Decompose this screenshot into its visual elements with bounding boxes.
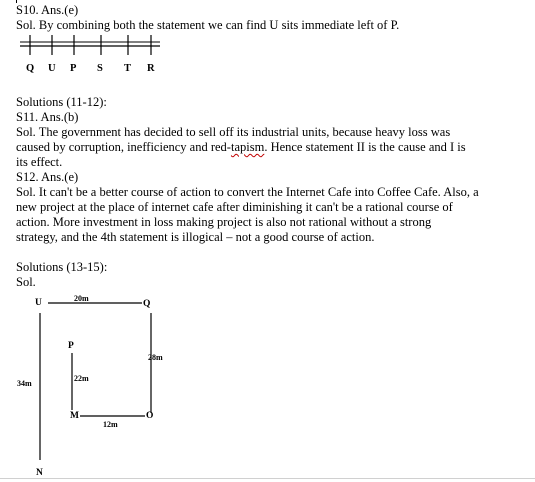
point-n-label: N	[36, 468, 43, 478]
s12-sol-line-3: action. More investment in loss making project is also not rational without a strong	[16, 215, 432, 229]
s12-answer: S12. Ans.(e)	[16, 170, 79, 184]
s13-15-sol: Sol.	[16, 275, 36, 289]
seat-label-u: U	[48, 63, 56, 74]
solutions-11-12-heading: Solutions (11-12):	[16, 95, 107, 109]
seat-label-s: S	[97, 63, 103, 74]
seat-label-r: R	[147, 63, 155, 74]
distance-qo-label: 28m	[148, 353, 163, 362]
point-m-label: M	[70, 411, 79, 421]
seat-label-t: T	[124, 63, 132, 74]
s10-solution: Sol. By combining both the statement we can find U sits immediate left of P.	[16, 18, 400, 32]
s11-sol-line-2-part-c: . Hence statement II is the cause and I is	[264, 140, 466, 154]
distance-mo-label: 12m	[103, 420, 118, 429]
s10-heading: S10. Ans.(e)	[16, 3, 79, 17]
distance-uq-label: 20m	[74, 294, 89, 303]
s12-sol-line-4: strategy, and the 4th statement is illogical – not a good course of action.	[16, 230, 375, 244]
distance-pm-label: 22m	[74, 374, 89, 383]
s12-sol-line-1: Sol. It can't be a better course of action to convert the Internet Cafe into Coffee Cafe. Also, a	[16, 185, 479, 199]
point-p-label: P	[68, 341, 74, 351]
seat-label-p: P	[70, 63, 77, 74]
solutions-13-15-heading: Solutions (13-15):	[16, 260, 108, 274]
point-o-label: O	[146, 411, 154, 421]
s11-sol-line-2-part-a: caused by corruption, inefficiency and red-	[16, 140, 231, 154]
seat-label-q: Q	[26, 63, 35, 74]
misspelled-word: tapism	[230, 140, 265, 154]
point-u-label: U	[35, 298, 42, 308]
s11-sol-line-1: Sol. The government has decided to sell off its industrial units, because heavy loss was	[16, 125, 451, 139]
s12-sol-line-2: new project at the place of internet cafe after diminishing it can't be a rational course of	[16, 200, 453, 214]
bottom-rule	[0, 478, 535, 479]
s11-sol-line-3: its effect.	[16, 155, 63, 169]
point-q-label: Q	[143, 299, 151, 309]
s11-answer: S11. Ans.(b)	[16, 110, 79, 124]
distance-un-label: 34m	[17, 379, 32, 388]
